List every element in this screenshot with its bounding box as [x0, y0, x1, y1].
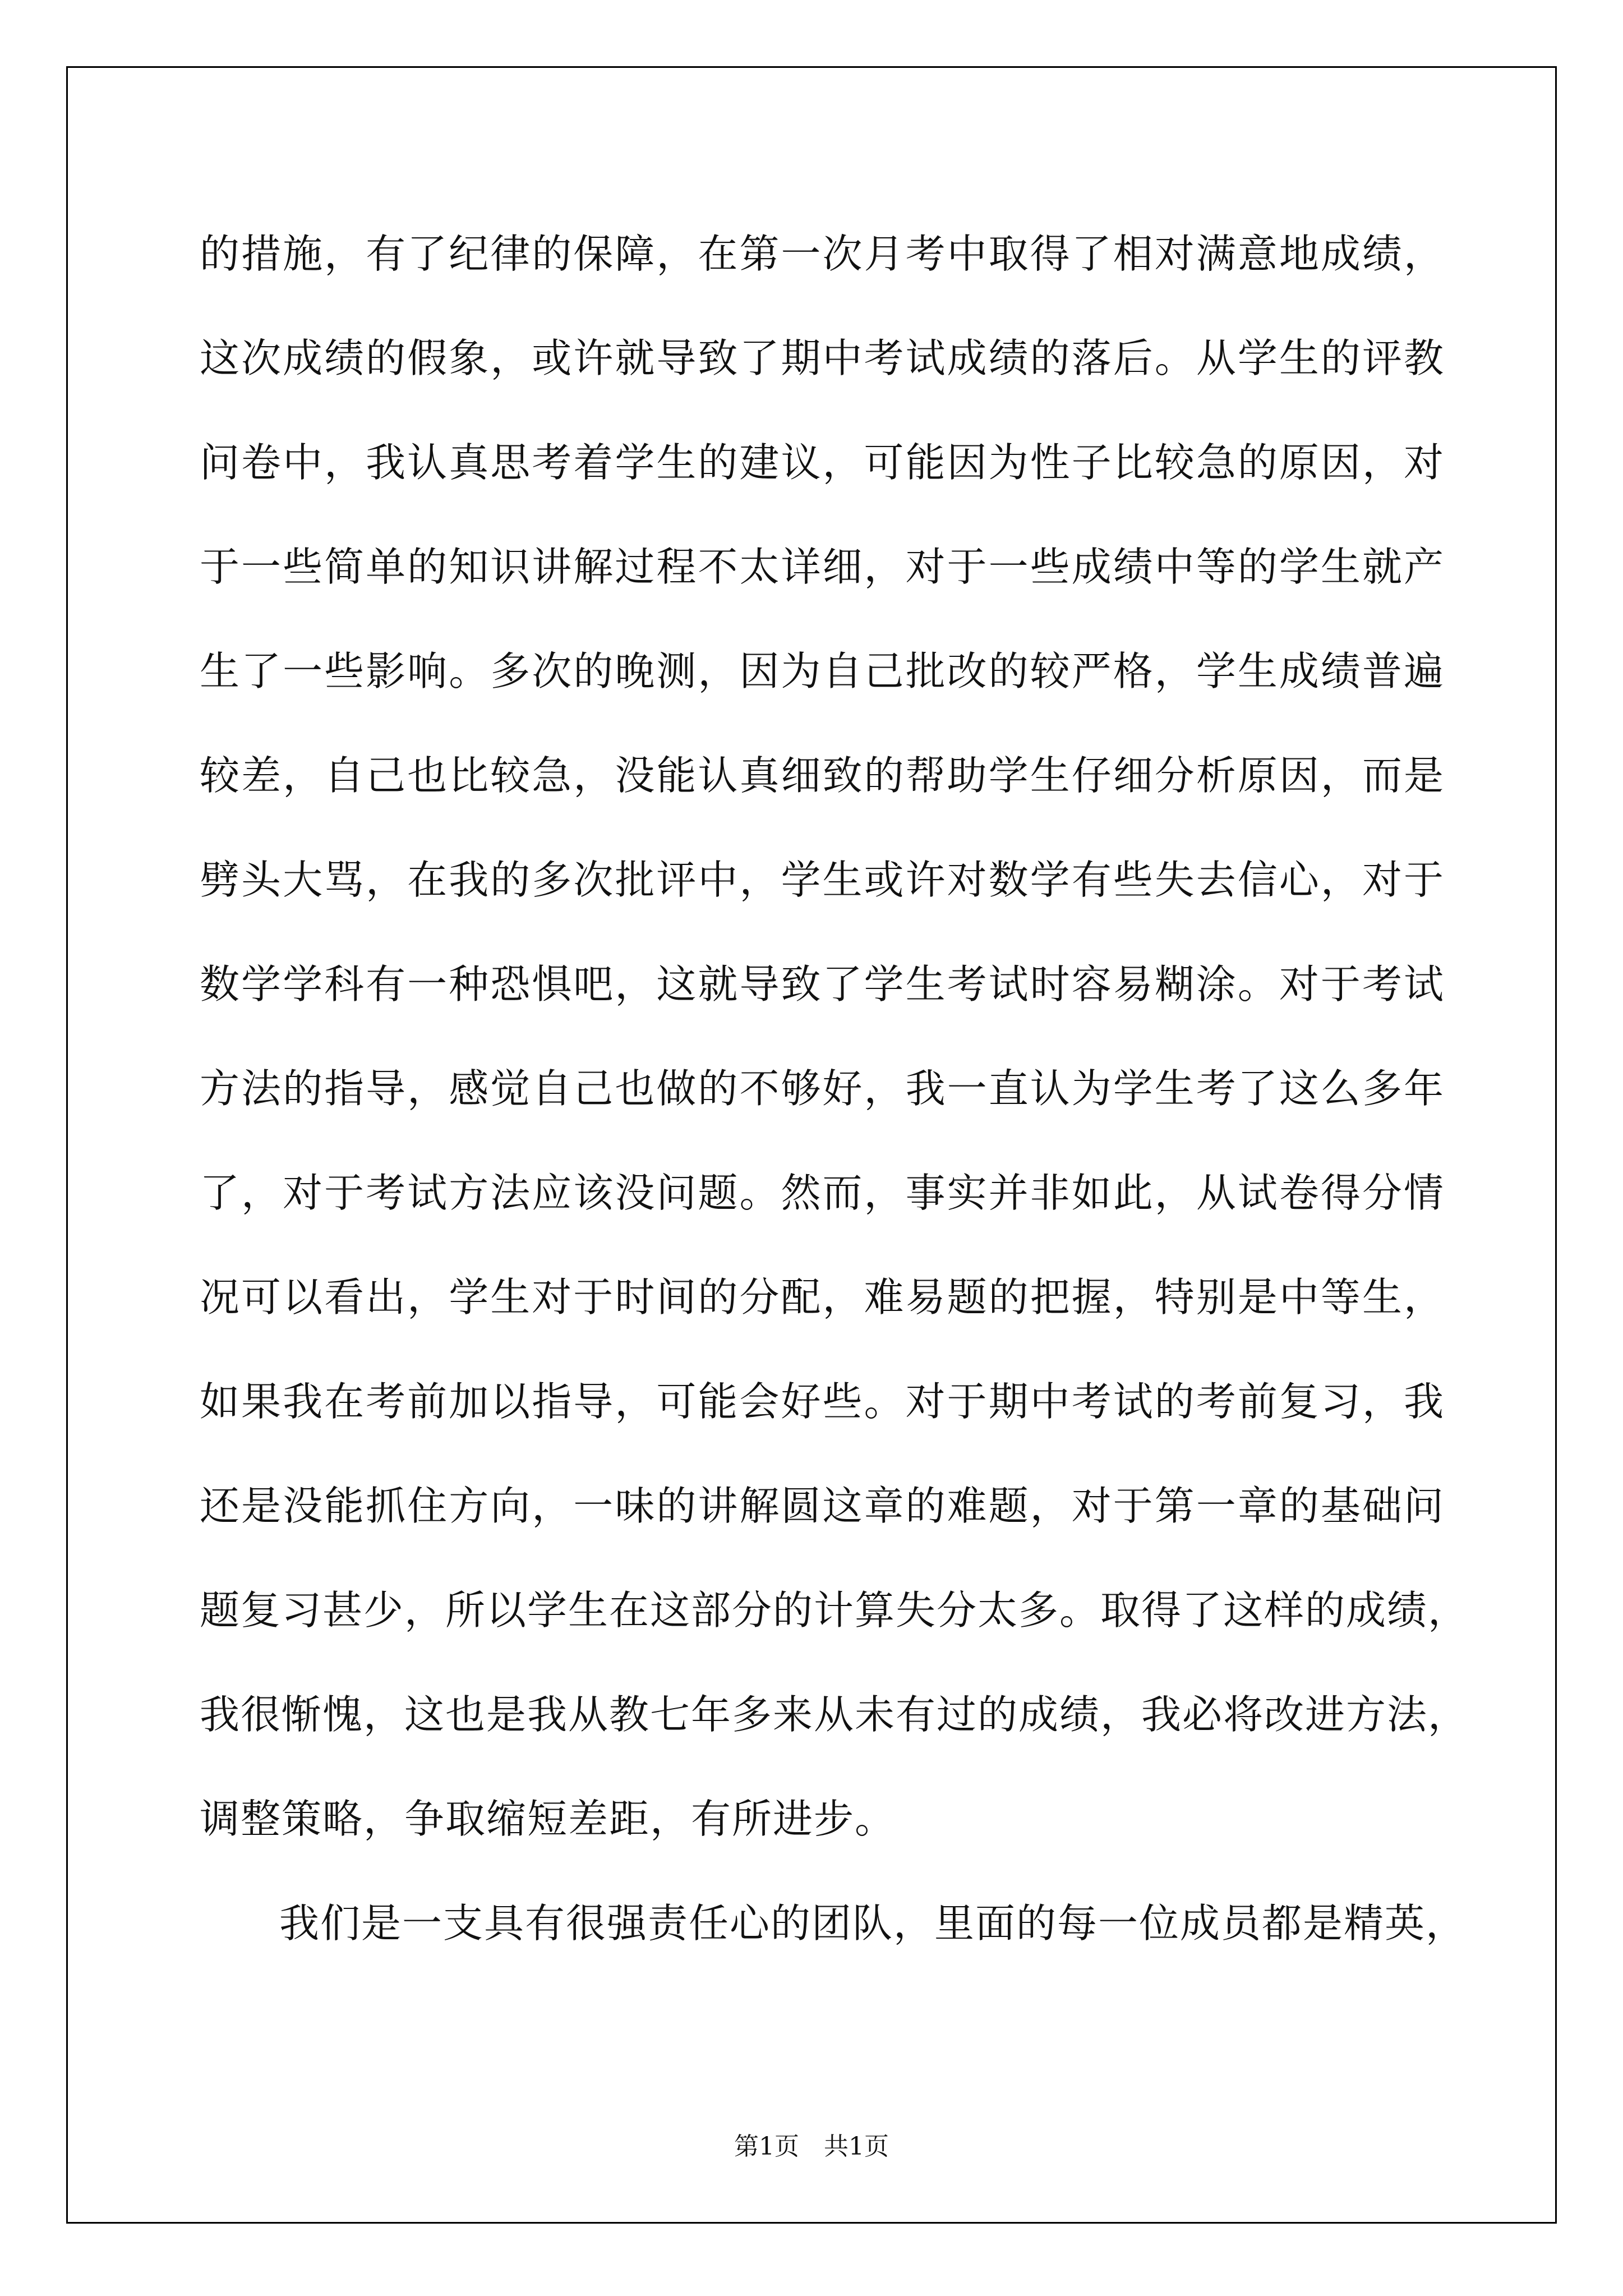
paragraph-line: 方法的指导，感觉自己也做的不够好，我一直认为学生考了这么多年: [200, 1065, 1445, 1112]
paragraph-line: 如果我在考前加以指导，可能会好些。对于期中考试的考前复习，我: [200, 1378, 1445, 1425]
paragraph-line: 较差，自己也比较急，没能认真细致的帮助学生仔细分析原因，而是: [200, 752, 1445, 799]
paragraph-line: 的措施，有了纪律的保障，在第一次月考中取得了相对满意地成绩，: [200, 231, 1445, 277]
page-number-footer: 第1页 共1页: [734, 2132, 889, 2161]
paragraph-line: 于一些简单的知识讲解过程不太详细，对于一些成绩中等的学生就产: [200, 544, 1445, 590]
paragraph-first-line: 我们是一支具有很强责任心的团队，里面的每一位成员都是精英，: [279, 1900, 1467, 1947]
paragraph-line: 劈头大骂，在我的多次批评中，学生或许对数学有些失去信心，对于: [200, 857, 1445, 903]
paragraph-last-line: 调整策略，争取缩短差距，有所进步。: [200, 1796, 896, 1842]
paragraph-line: 数学学科有一种恐惧吧，这就导致了学生考试时容易糊涂。对于考试: [200, 961, 1445, 1007]
paragraph-line: 题复习甚少，所以学生在这部分的计算失分太多。取得了这样的成绩，: [200, 1587, 1469, 1634]
paragraph-line: 还是没能抓住方向，一味的讲解圆这章的难题，对于第一章的基础问: [200, 1483, 1445, 1529]
paragraph-line: 我很惭愧，这也是我从教七年多来从未有过的成绩，我必将改进方法，: [200, 1691, 1469, 1738]
paragraph-line: 这次成绩的假象，或许就导致了期中考试成绩的落后。从学生的评教: [200, 335, 1445, 381]
paragraph-line: 生了一些影响。多次的晚测，因为自己批改的较严格，学生成绩普遍: [200, 648, 1445, 694]
document-body: [200, 202, 1469, 1976]
paragraph-line: 况可以看出，学生对于时间的分配，难易题的把握，特别是中等生，: [200, 1274, 1445, 1320]
paragraph-line: 问卷中，我认真思考着学生的建议，可能因为性子比较急的原因，对: [200, 439, 1445, 486]
paragraph-line: 了，对于考试方法应该没问题。然而，事实并非如此，从试卷得分情: [200, 1170, 1445, 1216]
